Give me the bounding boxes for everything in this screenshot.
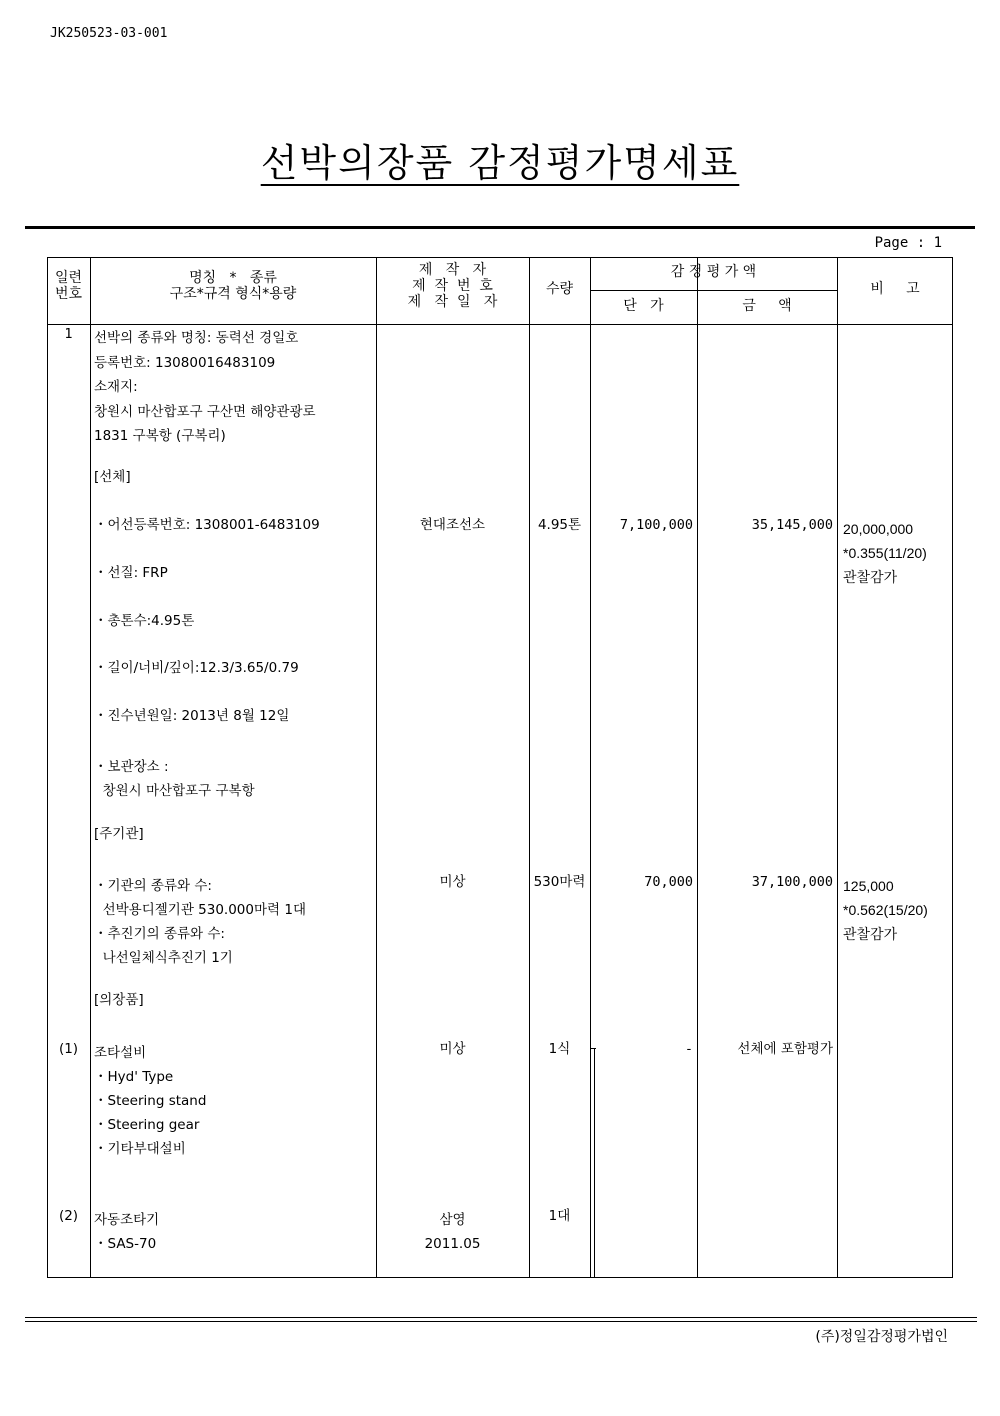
item-steering: 조타설비 ・Hyd' Type ・Steering stand ・Steering gear ・기타부대설비 [94,1045,207,1157]
hull-launch-date: ・진수년원일: 2013년 8월 12일 [94,708,290,724]
hull-remarks: 20,000,000 *0.355(11/20) 관찰감가 [843,521,927,585]
hull-tonnage: ・총톤수:4.95톤 [94,613,195,629]
item-number: (2) [58,1208,79,1224]
engine-remarks: 125,000 *0.562(15/20) 관찰감가 [843,878,928,942]
col-divider [697,257,698,1278]
item-steering-amount: 선체에 포함평가 [737,1041,833,1057]
engine-maker: 미상 [439,874,466,890]
item-number: (1) [58,1041,79,1057]
page-number: Page : 1 [874,235,942,251]
row-number: 1 [64,326,73,342]
section-engine: [주기관] [94,826,144,842]
hull-amount: 35,145,000 [751,517,833,533]
item-autopilot-qty: 1대 [548,1208,571,1224]
col-divider [590,257,591,1278]
hull-storage: ・보관장소 : 창원시 마산합포구 구복항 [94,759,255,799]
header-amount: 금 액 [742,298,792,314]
section-equipment: [의장품] [94,992,144,1008]
header-unit-price: 단 가 [623,298,664,314]
header-qty: 수량 [545,281,574,297]
item-steering-unit-price: - [684,1041,693,1057]
engine-qty: 530마력 [533,874,586,890]
header-name: 명칭 * 종류 구조*규격 형식*용량 [169,270,297,302]
header-remarks: 비 고 [870,281,920,297]
page-title [0,132,1000,187]
engine-unit-price: 70,000 [644,874,693,890]
hull-qty: 4.95톤 [537,517,582,533]
header-serial: 일련 번호 [54,270,83,302]
item-steering-qty: 1식 [548,1041,571,1057]
ship-info: 선박의 종류와 명칭: 동력선 경일호 등록번호: 13080016483109 소재지: 창원시 마산합포구 구산면 해양관광로 1831 구복항 (구복리) [94,330,316,444]
hull-dimensions: ・길이/너비/깊이:12.3/3.65/0.79 [94,660,299,676]
item-autopilot-maker: 삼영 2011.05 [424,1212,481,1252]
col-divider [90,257,91,1278]
header-subdivider [590,290,837,291]
hull-unit-price: 7,100,000 [619,517,693,533]
hull-maker: 현대조선소 [419,517,486,533]
bracket-mark [594,1048,595,1278]
item-steering-maker: 미상 [439,1041,466,1057]
hull-material: ・선질: FRP [94,565,168,581]
col-divider [529,257,530,1278]
header-appraisal: 감 정 평 가 액 [670,264,757,280]
top-rule [25,226,975,229]
col-divider [376,257,377,1278]
bottom-rule [25,1317,977,1318]
item-autopilot: 자동조타기 ・SAS-70 [94,1212,160,1252]
col-divider [837,257,838,1278]
document-id: JK250523-03-001 [50,26,168,41]
bottom-rule [25,1321,977,1322]
engine-amount: 37,100,000 [751,874,833,890]
hull-registration: ・어선등록번호: 1308001-6483109 [94,517,320,533]
title-text: 선박의장품 감정평가명세표 [260,141,740,185]
section-hull: [선체] [94,469,131,485]
header-bottom-rule [47,324,953,325]
header-maker: 제 작 자 제 작 번 호 제 작 일 자 [407,262,498,310]
engine-info: ・기관의 종류와 수: 선박용디젤기관 530.000마력 1대 ・추진기의 종류와 수: 나선일체식추진기 1기 [94,878,306,966]
company-name: (주)정일감정평가법인 [815,1329,948,1345]
